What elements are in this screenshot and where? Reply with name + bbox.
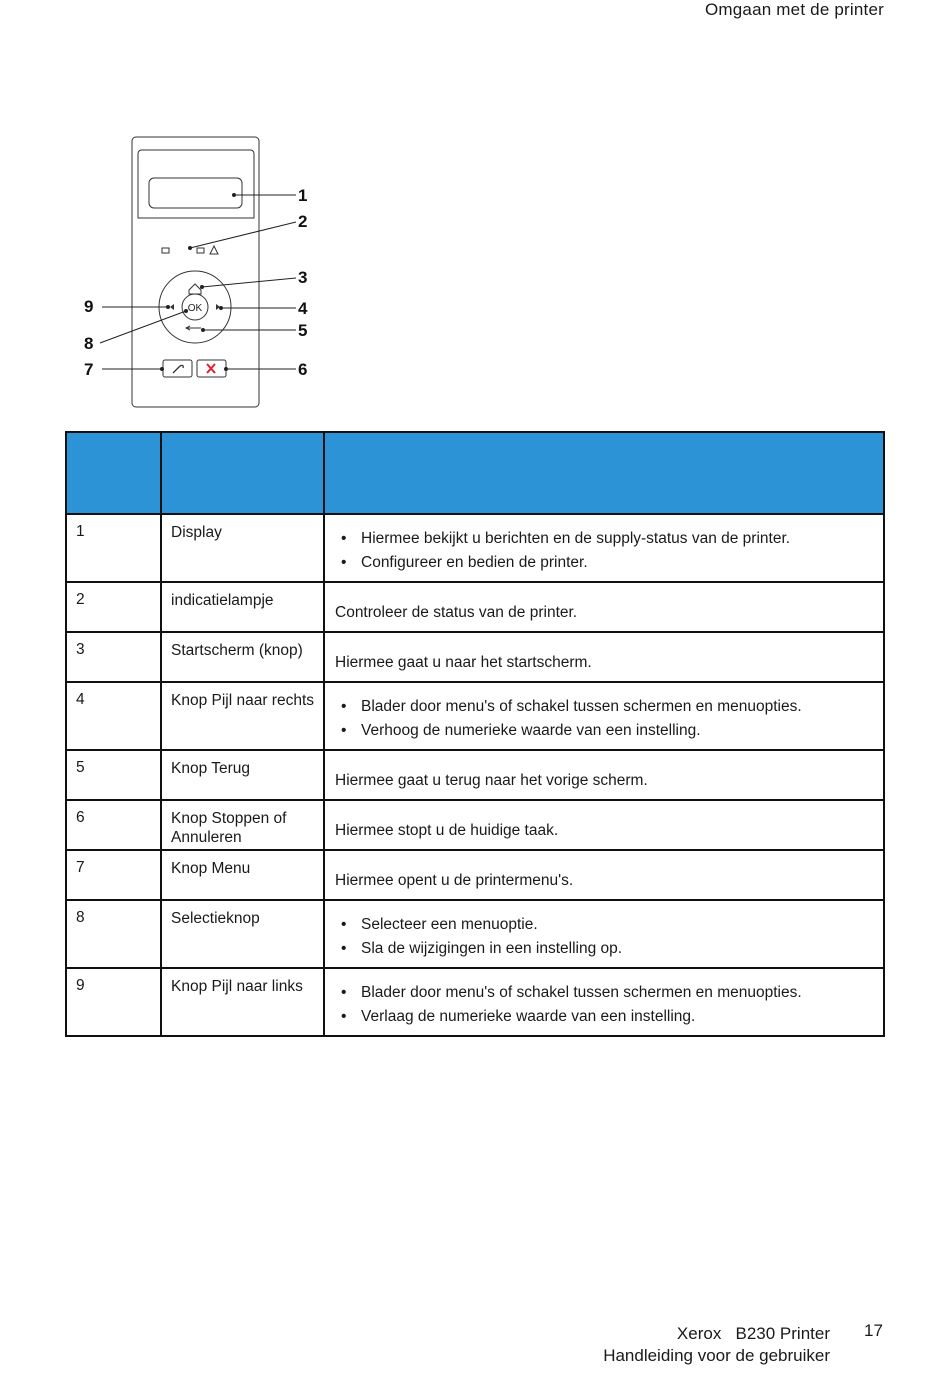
row-description xyxy=(324,682,884,750)
callout-7: 7 xyxy=(84,360,94,379)
description-bullet: • Selecteer een menuoptie. xyxy=(351,913,873,937)
description-bullet: • Blader door menu's of schakel tussen schermen en menuopties. xyxy=(351,695,873,719)
row-control-name: Knop Stoppen of Annuleren xyxy=(161,800,324,850)
row-number: 9 xyxy=(66,968,161,1036)
row-control-name: Knop Pijl naar links xyxy=(161,968,324,1036)
table-row xyxy=(66,900,884,968)
row-description xyxy=(324,514,884,582)
description-bullet: • Verhoog de numerieke waarde van een instelling. xyxy=(351,719,873,743)
footer-product: Xerox B230 Printer xyxy=(676,1324,830,1343)
table-row xyxy=(66,850,884,900)
row-number: 5 xyxy=(66,750,161,800)
description-bullet: • Configureer en bedien de printer. xyxy=(351,551,873,575)
callout-8: 8 xyxy=(84,334,94,353)
wrench-icon xyxy=(173,365,183,373)
row-number: 3 xyxy=(66,632,161,682)
row-control-name: indicatielampje xyxy=(161,582,324,632)
callout-5: 5 xyxy=(298,321,308,340)
row-number: 2 xyxy=(66,582,161,632)
row-description xyxy=(324,900,884,968)
ok-label: OK xyxy=(187,303,203,314)
display-screen xyxy=(149,178,242,208)
footer xyxy=(603,1323,830,1367)
callout-1: 1 xyxy=(298,186,308,205)
home-icon xyxy=(189,284,201,294)
row-number: 4 xyxy=(66,682,161,750)
back-icon xyxy=(186,326,201,330)
table-row xyxy=(66,582,884,632)
table-header-row xyxy=(66,432,884,514)
row-description: Controleer de status van de printer. xyxy=(324,582,884,632)
table-row xyxy=(66,682,884,750)
callout-9: 9 xyxy=(84,297,94,316)
row-control-name: Knop Menu xyxy=(161,850,324,900)
left-arrow-icon xyxy=(170,304,174,310)
description-bullet: • Sla de wijzigingen in een instelling op. xyxy=(351,937,873,961)
description-bullet: • Hiermee bekijkt u berichten en de supply-status van de printer. xyxy=(351,527,873,551)
row-number: 6 xyxy=(66,800,161,850)
row-number: 8 xyxy=(66,900,161,968)
description-bullet: • Verlaag de numerieke waarde van een instelling. xyxy=(351,1005,873,1029)
row-number: 7 xyxy=(66,850,161,900)
callout-4: 4 xyxy=(298,299,308,318)
row-control-name: Knop Pijl naar rechts xyxy=(161,682,324,750)
footer-guide: Handleiding voor de gebruiker xyxy=(603,1346,830,1365)
control-panel-diagram xyxy=(80,130,320,420)
table-row xyxy=(66,750,884,800)
row-description: Hiermee stopt u de huidige taak. xyxy=(324,800,884,850)
row-control-name: Startscherm (knop) xyxy=(161,632,324,682)
callout-2: 2 xyxy=(298,212,308,231)
header-cell-description xyxy=(324,432,884,514)
table-row xyxy=(66,632,884,682)
row-control-name: Selectieknop xyxy=(161,900,324,968)
row-description: Hiermee gaat u terug naar het vorige scherm. xyxy=(324,750,884,800)
row-control-name: Knop Terug xyxy=(161,750,324,800)
section-title: Omgaan met de printer xyxy=(704,0,884,19)
row-description xyxy=(324,968,884,1036)
indicator-light-left xyxy=(162,248,169,253)
description-bullet: • Blader door menu's of schakel tussen schermen en menuopties. xyxy=(351,981,873,1005)
table-row xyxy=(66,800,884,850)
indicator-light-icon xyxy=(197,248,204,253)
callout-6: 6 xyxy=(298,360,308,379)
page-number: 17 xyxy=(864,1321,883,1340)
row-number: 1 xyxy=(66,514,161,582)
warning-icon xyxy=(210,246,218,254)
row-control-name: Display xyxy=(161,514,324,582)
table-body xyxy=(66,514,884,1036)
cancel-x-icon xyxy=(207,364,215,373)
control-panel-table xyxy=(65,431,885,1037)
callout-3: 3 xyxy=(298,268,308,287)
header-cell-number xyxy=(66,432,161,514)
header-cell-name xyxy=(161,432,324,514)
row-description: Hiermee gaat u naar het startscherm. xyxy=(324,632,884,682)
row-description: Hiermee opent u de printermenu's. xyxy=(324,850,884,900)
table-row xyxy=(66,514,884,582)
table-row xyxy=(66,968,884,1036)
